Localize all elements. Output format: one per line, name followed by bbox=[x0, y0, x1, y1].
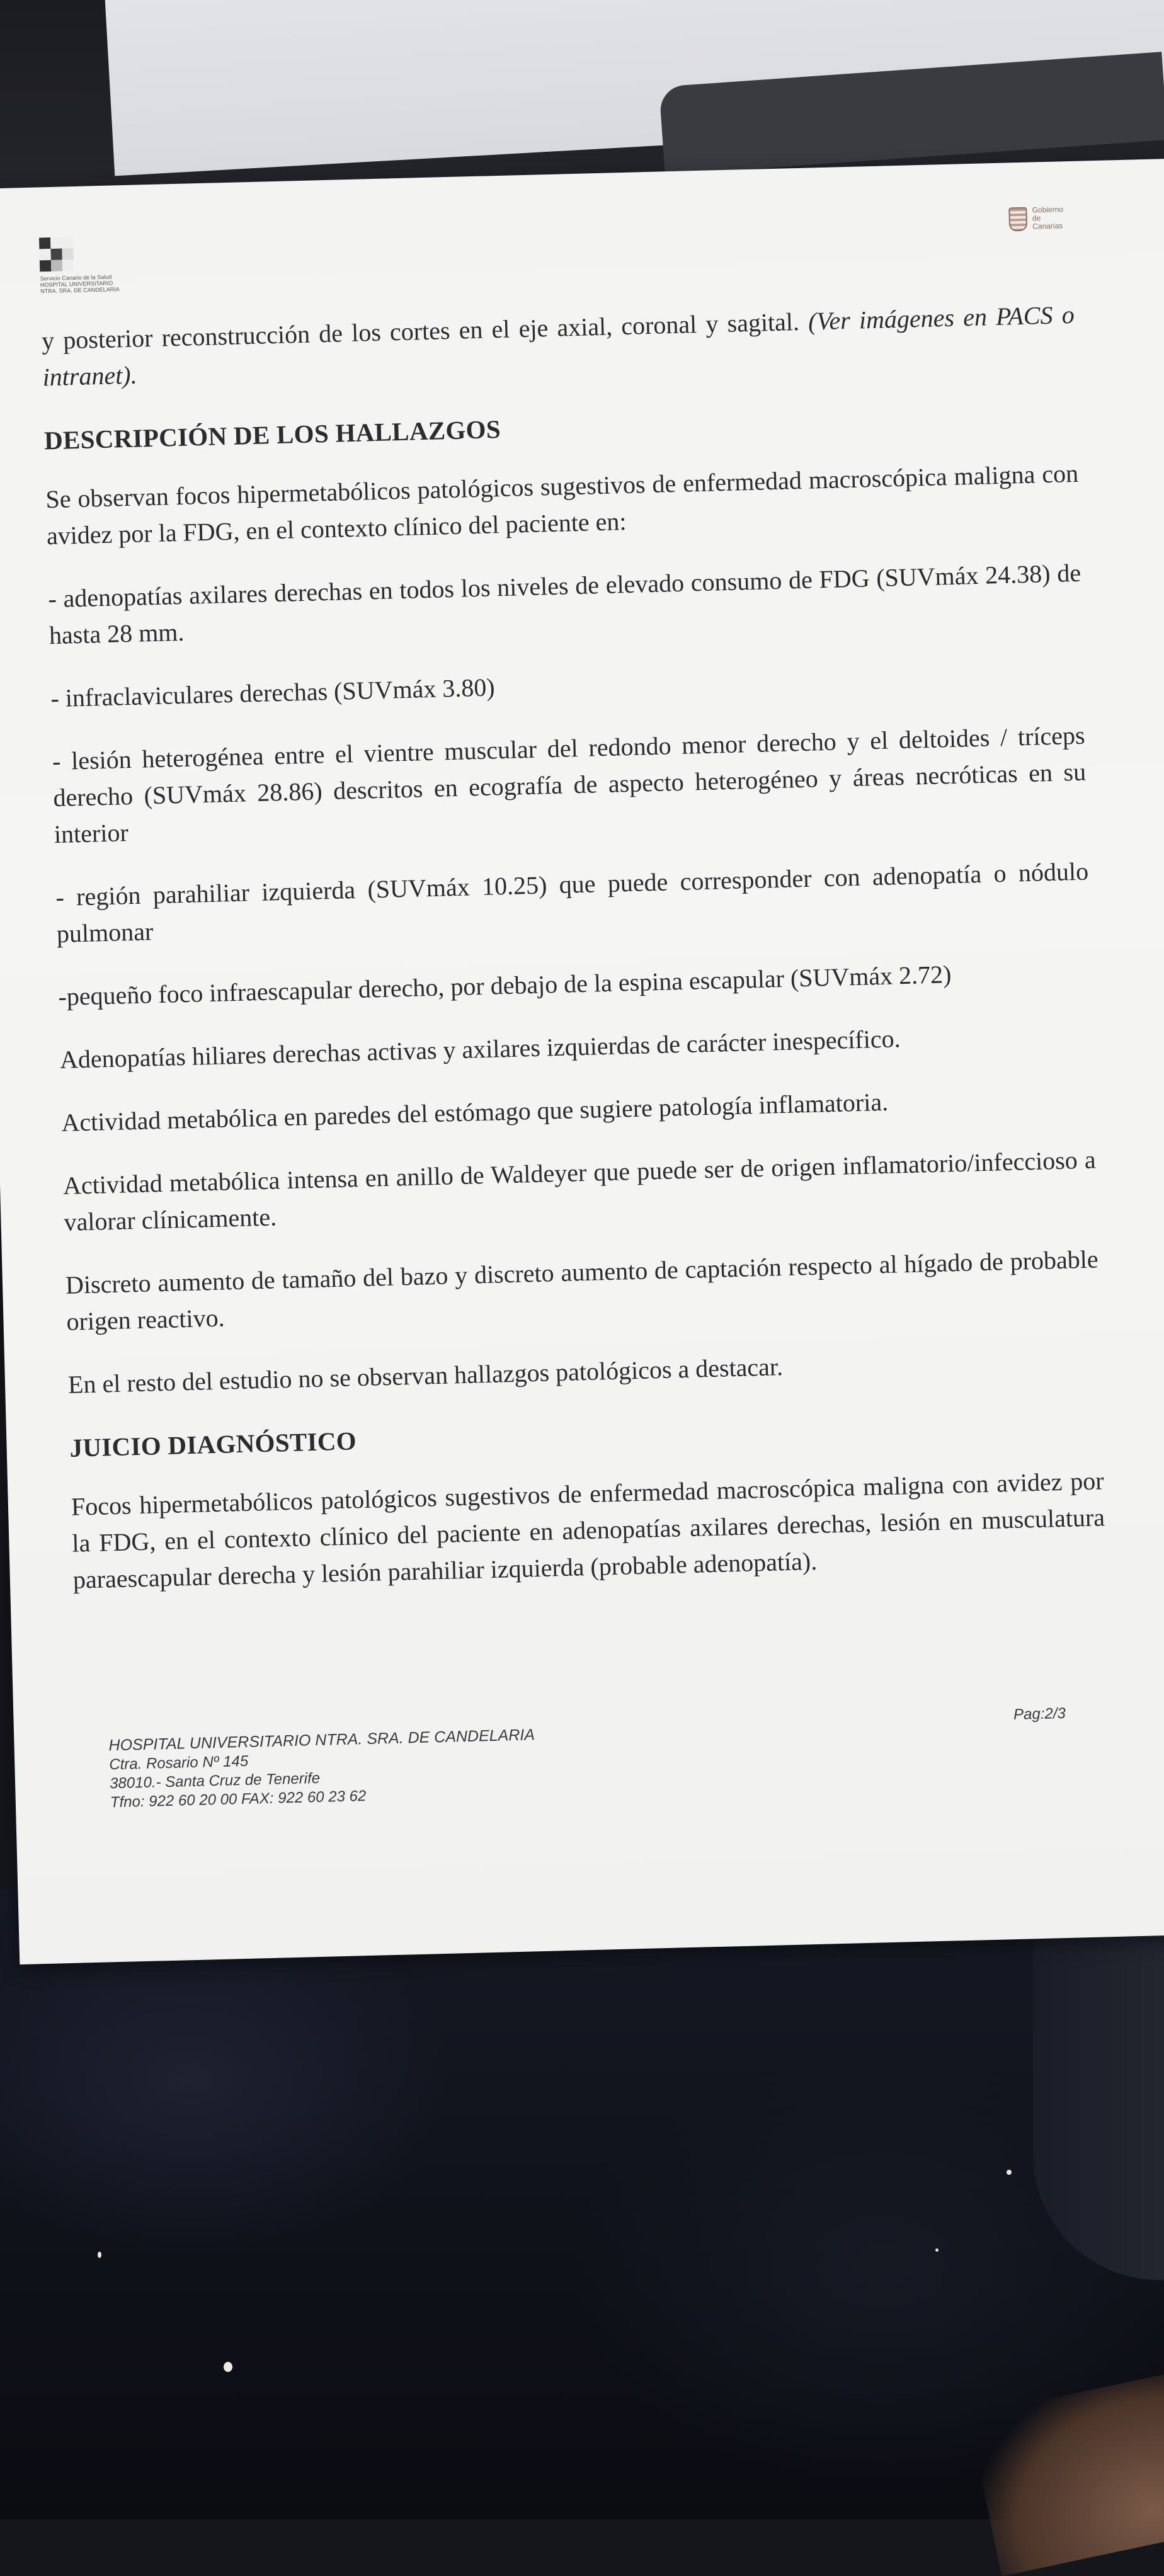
finding-item: - adenopatías axilares derechas en todos los niveles de elevado consumo de FDG (SUVmáx 24.38) de hasta 28 mm. bbox=[47, 558, 1081, 650]
findings-heading: DESCRIPCIÓN DE LOS HALLAZGOS bbox=[43, 414, 501, 455]
hospital-logo bbox=[39, 235, 141, 294]
diagnosis-heading: JUICIO DIAGNÓSTICO bbox=[69, 1426, 357, 1462]
finding-item: - región parahiliar izquierda (SUVmáx 10.25) que puede corresponder con adenopatía o nódulo pulmonar bbox=[55, 857, 1089, 949]
page-number: Pag:2/3 bbox=[1013, 1704, 1066, 1724]
lint-speck bbox=[98, 2252, 101, 2258]
diagnosis-paragraph: Focos hipermetabólicos patológicos sugestivos de enfermedad macroscópica maligna con avidez por la FDG, en el contexto clínico del paciente en adenopatías axilares derechas, lesión en musculatura paraescapular derecha y lesión parahiliar izquierda (probable adenopatía). bbox=[71, 1466, 1105, 1594]
findings-intro: Se observan focos hipermetabólicos patológicos sugestivos de enfermedad macroscópica maligna con avidez por la FDG, en el contexto clínico del paciente en: bbox=[45, 459, 1079, 550]
lint-speck bbox=[224, 2362, 232, 2372]
finding-item: -pequeño foco infraescapular derecho, por debajo de la espina escapular (SUVmáx 2.72) bbox=[57, 960, 952, 1012]
footer-address-line: Ctra. Rosario Nº 145 bbox=[109, 1752, 249, 1774]
lint-speck bbox=[935, 2248, 939, 2252]
other-finding: Discreto aumento de tamaño del bazo y discreto aumento de captación respecto al hígado de probable origen reactivo. bbox=[65, 1245, 1099, 1336]
document-page bbox=[0, 158, 1164, 1964]
other-finding: Adenopatías hiliares derechas activas y axilares izquierdas de carácter inespecífico. bbox=[59, 1024, 901, 1074]
footer-city-line: 38010.- Santa Cruz de Tenerife bbox=[109, 1769, 321, 1792]
hospital-logo-caption: Servicio Canario de la Salud HOSPITAL UNIVERSITARIO NTRA. SRA. DE CANDELARIA bbox=[40, 273, 120, 295]
document-footer bbox=[108, 1704, 1118, 1812]
report-body bbox=[41, 297, 1107, 1625]
finding-item: - infraclaviculares derechas (SUVmáx 3.80) bbox=[50, 673, 496, 713]
government-logo bbox=[1008, 205, 1072, 232]
coat-of-arms-icon bbox=[1008, 207, 1027, 231]
government-logo-caption: Gobierno de Canarias bbox=[1032, 205, 1064, 231]
finding-item: - lesión heterogénea entre el vientre muscular del redondo menor derecho y el deltoides / tríceps derecho (SUVmáx 28.86) descritos en ecografía de aspecto heterogéneo y áreas necróticas en su interior bbox=[52, 721, 1087, 849]
intro-paragraph: y posterior reconstrucción de los cortes en el eje axial, coronal y sagital. (Ver imágenes en PACS o intranet). bbox=[41, 300, 1075, 392]
other-finding: Actividad metabólica en paredes del estómago que sugiere patología inflamatoria. bbox=[60, 1087, 889, 1137]
other-finding: Actividad metabólica intensa en anillo de Waldeyer que puede ser de origen inflamatorio/infeccioso a valorar clínicamente. bbox=[62, 1145, 1097, 1236]
footer-phone-line: Tfno: 922 60 20 00 FAX: 922 60 23 62 bbox=[110, 1787, 367, 1811]
footer-hospital-name: HOSPITAL UNIVERSITARIO NTRA. SRA. DE CANDELARIA bbox=[108, 1726, 535, 1755]
checkered-logo-icon bbox=[39, 235, 140, 271]
lint-speck bbox=[1007, 2170, 1012, 2175]
other-finding: En el resto del estudio no se observan hallazgos patológicos a destacar. bbox=[67, 1352, 784, 1399]
